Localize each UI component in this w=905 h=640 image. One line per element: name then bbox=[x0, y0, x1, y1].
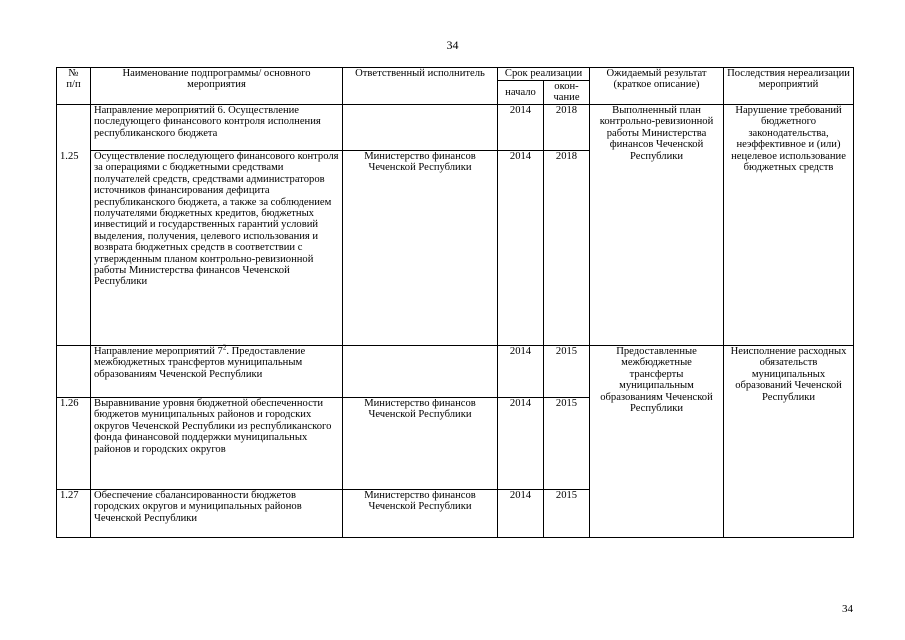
row-responsible: Министерство финансов Чеченской Республики bbox=[343, 398, 498, 490]
row-start: 2014 bbox=[498, 105, 544, 151]
row-start: 2014 bbox=[498, 151, 544, 346]
row-start: 2014 bbox=[498, 346, 544, 398]
page-number-top: 34 bbox=[446, 38, 459, 52]
row-responsible bbox=[343, 105, 498, 151]
header-name: Наименование подпрограммы/ основного мероприятия bbox=[91, 68, 343, 105]
row-responsible: Министерство финансов Чеченской Республики bbox=[343, 490, 498, 538]
table-row bbox=[57, 105, 854, 151]
program-table bbox=[56, 67, 854, 538]
row-end: 2015 bbox=[544, 490, 590, 538]
header-start: начало bbox=[498, 81, 544, 105]
row-num bbox=[57, 105, 91, 151]
row-name: Осуществление последующего финансового контроля за операциями с бюджетными средствами получателей средств, средствами администраторов источников финансирования дефицита республиканского бюджета, а также за соблюдением получателями бюджетных кредитов, бюджетных инвестиций и государственных гарантий условий выделения, получения, целевого использования и возврата бюджетных средств в соответствии с утвержденным планом контрольно-ревизионной работы Министерства финансов Чеченской Республики bbox=[91, 151, 343, 346]
row-responsible: Министерство финансов Чеченской Республики bbox=[343, 151, 498, 346]
row-name: Направление мероприятий $7^2$. Предоставление межбюджетных трансфертов муниципальным образованиям Чеченской Республики bbox=[91, 346, 343, 398]
row-end: 2015 bbox=[544, 398, 590, 490]
row-num: 1.26 bbox=[57, 398, 91, 490]
row-responsible bbox=[343, 346, 498, 398]
row-num: 1.27 bbox=[57, 490, 91, 538]
header-end: окон- чание bbox=[544, 81, 590, 105]
group2-result: Предоставленные межбюджетные трансферты муниципальным образованиям Чеченской Республики bbox=[590, 346, 724, 538]
row-num bbox=[57, 346, 91, 398]
row-name: Обеспечение сбалансированности бюджетов городских округов и муниципальных районов Чеченской Республики bbox=[91, 490, 343, 538]
header-result: Ожидаемый результат (краткое описание) bbox=[590, 68, 724, 105]
group1-result: Выполненный план контрольно-ревизионной работы Министерства финансов Чеченской Республики bbox=[590, 105, 724, 346]
row-end: 2015 bbox=[544, 346, 590, 398]
header-responsible: Ответственный исполнитель bbox=[343, 68, 498, 105]
row-num: 1.25 bbox=[57, 151, 91, 346]
row-start: 2014 bbox=[498, 398, 544, 490]
row-start: 2014 bbox=[498, 490, 544, 538]
row-end: 2018 bbox=[544, 151, 590, 346]
footnote-mark: 2 bbox=[222, 343, 227, 352]
header-num: № п/п bbox=[57, 68, 91, 105]
row-name: Направление мероприятий 6. Осуществление последующего финансового контроля исполнения республиканского бюджета bbox=[91, 105, 343, 151]
table-row bbox=[57, 346, 854, 398]
header-consequences: Последствия нереализации мероприятий bbox=[724, 68, 854, 105]
group2-consequences: Неисполнение расходных обязательств муниципальных образований Чеченской Республики bbox=[724, 346, 854, 538]
page-number-footer: 34 bbox=[842, 603, 853, 615]
group1-consequences: Нарушение требований бюджетного законодательства, неэффективное и (или) нецелевое использование бюджетных средств bbox=[724, 105, 854, 346]
row-end: 2018 bbox=[544, 105, 590, 151]
header-term: Срок реализации bbox=[498, 68, 590, 81]
row-name: Выравнивание уровня бюджетной обеспеченности бюджетов муниципальных районов и городских округов Чеченской Республики из республиканского фонда финансовой поддержки муниципальных районов и городских округов bbox=[91, 398, 343, 490]
